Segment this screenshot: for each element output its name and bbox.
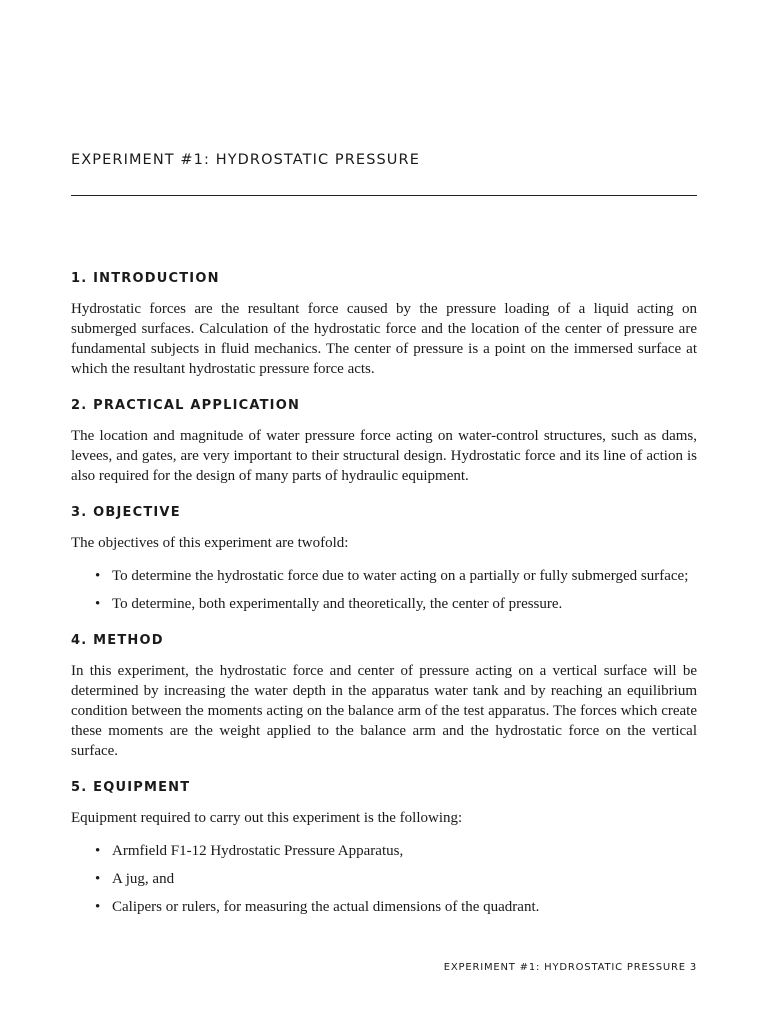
running-title: EXPERIMENT #1: HYDROSTATIC PRESSURE bbox=[443, 962, 686, 973]
list-item bbox=[71, 594, 697, 614]
section-heading: 2. PRACTICAL APPLICATION bbox=[71, 398, 301, 413]
section-heading: 5. EQUIPMENT bbox=[71, 780, 191, 795]
list-item-text: Calipers or rulers, for measuring the actual dimensions of the quadrant. bbox=[112, 899, 540, 915]
bullet-icon: • bbox=[95, 899, 101, 915]
list-item bbox=[71, 897, 697, 917]
list-item bbox=[71, 869, 697, 889]
page-title: EXPERIMENT #1: HYDROSTATIC PRESSURE bbox=[71, 152, 420, 168]
section-equipment bbox=[71, 779, 697, 917]
list-item-text: Armfield F1-12 Hydrostatic Pressure Apparatus, bbox=[112, 843, 404, 859]
section-lead: Equipment required to carry out this experiment is the following: bbox=[71, 810, 463, 826]
bullet-icon: • bbox=[95, 596, 101, 612]
bullet-icon: • bbox=[95, 871, 101, 887]
list-item bbox=[71, 841, 697, 861]
section-heading: 3. OBJECTIVE bbox=[71, 505, 181, 520]
title-divider bbox=[71, 195, 697, 196]
list-item-text: To determine, both experimentally and theoretically, the center of pressure. bbox=[112, 596, 563, 612]
bullet-icon: • bbox=[95, 568, 101, 584]
section-practical-application bbox=[71, 397, 697, 486]
section-method bbox=[71, 632, 697, 761]
equipment-list bbox=[71, 841, 697, 917]
section-paragraph: The location and magnitude of water pressure force acting on water-control structures, such as dams, levees, and gates, are very important to their structural design. Hydrostatic force and its line of action is also required for the design of many parts of hydraulic equipment. bbox=[71, 428, 697, 484]
document-body bbox=[71, 270, 697, 935]
bullet-icon: • bbox=[95, 843, 101, 859]
objective-list bbox=[71, 566, 697, 614]
section-heading: 4. METHOD bbox=[71, 633, 164, 648]
list-item-text: To determine the hydrostatic force due to water acting on a partially or fully submerged surface; bbox=[112, 568, 689, 584]
page-number: 3 bbox=[689, 962, 697, 973]
list-item bbox=[71, 566, 697, 586]
section-introduction bbox=[71, 270, 697, 379]
section-heading: 1. INTRODUCTION bbox=[71, 271, 220, 286]
section-objective bbox=[71, 504, 697, 614]
section-paragraph: In this experiment, the hydrostatic force and center of pressure acting on a vertical surface will be determined by increasing the water depth in the apparatus water tank and by reaching an equilibrium condition between the moments acting on the balance arm of the test apparatus. The forces which create these moments are the weight applied to the balance arm and the hydrostatic force on the vertical surface. bbox=[71, 663, 697, 759]
section-lead: The objectives of this experiment are twofold: bbox=[71, 535, 349, 551]
list-item-text: A jug, and bbox=[112, 871, 175, 887]
section-paragraph: Hydrostatic forces are the resultant force caused by the pressure loading of a liquid acting on submerged surfaces. Calculation of the hydrostatic force and the location of the center of pressure are fundamental subjects in fluid mechanics. The center of pressure is a point on the immersed surface at which the resultant hydrostatic pressure force acts. bbox=[71, 301, 697, 377]
page-footer bbox=[444, 962, 697, 973]
